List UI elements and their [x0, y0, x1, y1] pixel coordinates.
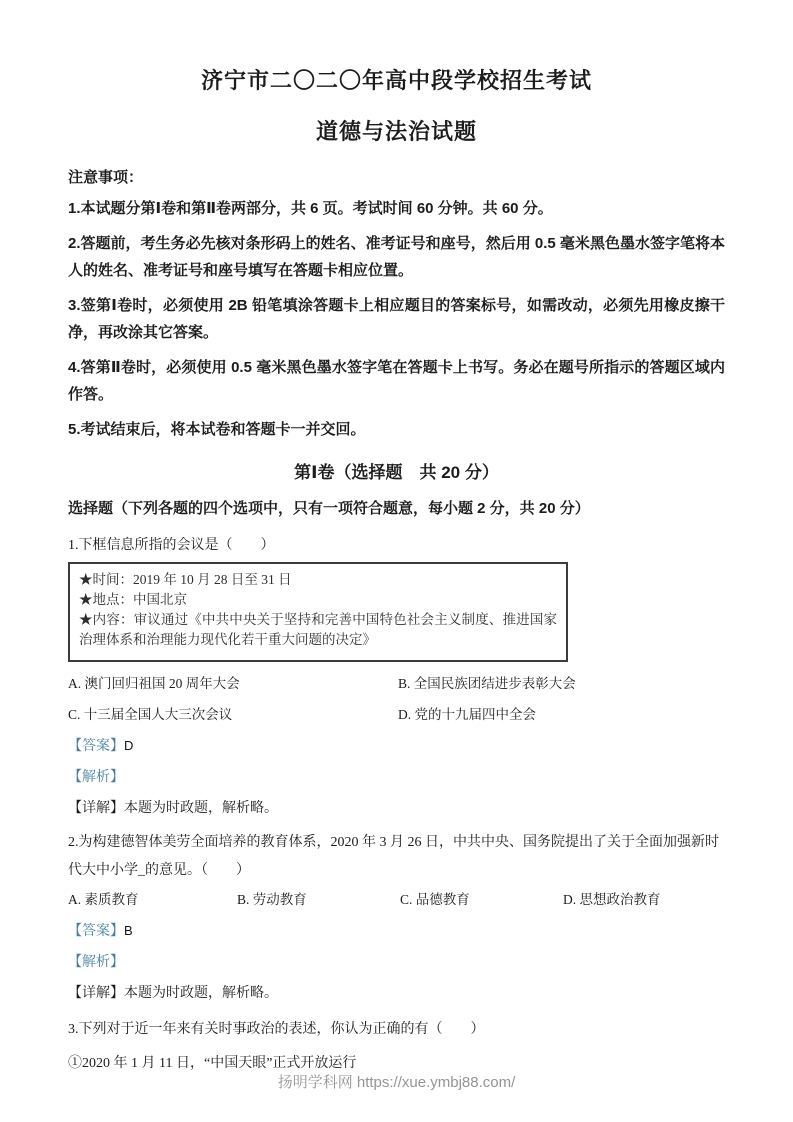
section-instruction: 选择题（下列各题的四个选项中，只有一项符合题意，每小题 2 分，共 20 分）: [68, 500, 590, 517]
notice-item-5: 5.考试结束后，将本试卷和答题卡一并交回。: [68, 421, 366, 438]
question-1: [68, 536, 725, 817]
notice-item-4: 4.答第Ⅱ卷时，必须使用 0.5 毫米黑色墨水签字笔在答题卡上书写。务必在题号所指示的答题区域内作答。: [68, 359, 725, 403]
answer-value: D: [124, 738, 134, 753]
question-3-subitem-1: ①2020 年 1 月 11 日，“中国天眼”正式开放运行: [68, 1056, 357, 1071]
notice-item-3: 3.签第Ⅰ卷时，必须使用 2B 铅笔填涂答题卡上相应题目的答案标号，如需改动，必须先用橡皮擦干净，再改涂其它答案。: [68, 297, 725, 341]
question-3: [68, 1020, 725, 1073]
question-2-analysis-line: [68, 954, 725, 971]
info-box-time-line: ★时间：2019 年 10 月 28 日至 31 日: [79, 572, 292, 587]
analysis-label: 【解析】: [68, 770, 124, 785]
info-box-content-line: ★内容：审议通过《中共中央关于坚持和完善中国特色社会主义制度、推进国家治理体系和治理能力现代化若干重大问题的决定》: [79, 612, 557, 647]
question-1-analysis-line: [68, 769, 725, 786]
question-2-option-b: B. 劳动教育: [237, 892, 307, 907]
question-1-stem: 1.下框信息所指的会议是（ ）: [68, 538, 275, 553]
info-box-place-line: ★地点：中国北京: [79, 592, 187, 607]
question-1-options: [68, 675, 725, 723]
notice-item-2: 2.答题前，考生务必先核对条形码上的姓名、准考证号和座号，然后用 0.5 毫米黑色墨水签字笔将本人的姓名、准考证号和座号填写在答题卡相应位置。: [68, 235, 725, 279]
question-2: [68, 829, 725, 1002]
answer-value: B: [124, 923, 133, 938]
question-2-options: [68, 891, 725, 908]
footer-watermark: 扬明学科网 https://xue.ymbj88.com/: [277, 1074, 516, 1091]
question-2-option-d: D. 思想政治教育: [563, 892, 661, 907]
question-1-info-box: [68, 562, 568, 662]
analysis-label: 【解析】: [68, 955, 124, 970]
notice-heading: 注意事项：: [68, 169, 144, 186]
notice-item-1: 1.本试题分第Ⅰ卷和第Ⅱ卷两部分，共 6 页。考试时间 60 分钟。共 60 分。: [68, 200, 553, 217]
question-1-detail-line: 【详解】本题为时政题，解析略。: [68, 801, 278, 816]
page-subtitle: 道德与法治试题: [315, 119, 477, 144]
answer-label: 【答案】: [68, 924, 124, 939]
question-2-option-c: C. 品德教育: [400, 892, 470, 907]
question-1-answer-line: [68, 737, 725, 755]
question-1-option-b: B. 全国民族团结进步表彰大会: [398, 676, 576, 691]
question-2-option-a: A. 素质教育: [68, 892, 139, 907]
question-2-stem: 2.为构建德智体美劳全面培养的教育体系，2020 年 3 月 26 日，中共中央、国务院提出了关于全面加强新时代大中小学_的意见。（ ）: [68, 835, 719, 878]
question-3-stem: 3.下列对于近一年来有关时事政治的表述，你认为正确的有（ ）: [68, 1022, 485, 1037]
question-2-answer-line: [68, 922, 725, 940]
question-1-option-d: D. 党的十九届四中全会: [398, 707, 536, 722]
question-1-option-a: A. 澳门回归祖国 20 周年大会: [68, 676, 240, 691]
page-title: 济宁市二〇二〇年高中段学校招生考试: [200, 68, 592, 93]
answer-label: 【答案】: [68, 739, 124, 754]
part1-title: 第Ⅰ卷（选择题 共 20 分）: [294, 463, 499, 482]
question-2-detail-line: 【详解】本题为时政题，解析略。: [68, 986, 278, 1001]
question-1-option-c: C. 十三届全国人大三次会议: [68, 707, 233, 722]
